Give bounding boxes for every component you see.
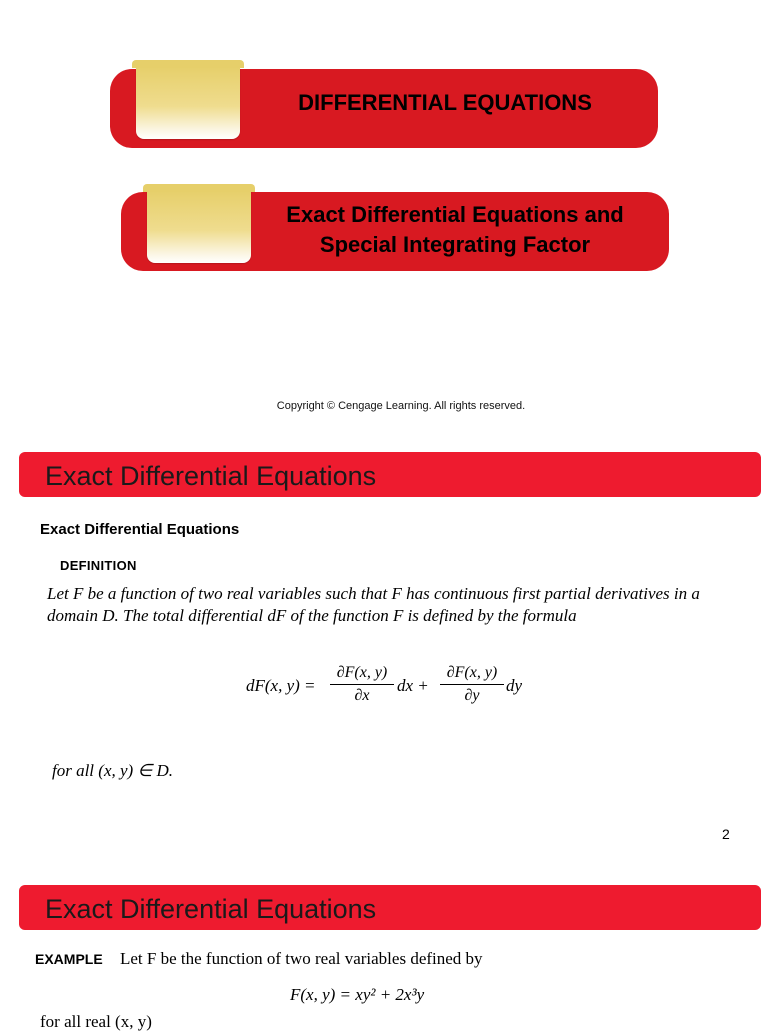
page-number: 2 [722,826,730,842]
cover-title: DIFFERENTIAL EQUATIONS [298,90,592,115]
example-text: Let F be the function of two real variables defined by [120,949,483,968]
slide3-header-title: Exact Differential Equations [45,894,377,924]
copyright-notice: Copyright © Cengage Learning. All rights reserved. [276,400,526,412]
fraction-dfdy-denominator: ∂y [464,687,480,704]
example-continuation: for all real (x, y) [40,1012,152,1031]
example-equation: F(x, y) = xy² + 2x³y [290,985,425,1004]
equation-dx-plus: dx + [397,676,429,695]
title-tab-decoration [136,66,240,139]
equation-dy: dy [506,676,523,695]
slide2-header-bar [19,452,761,497]
slide3-header-bar [19,885,761,930]
definition-text: Let F be a function of two real variables such that F has continuous first partial derivatives in a domain D. The total differential dF of the function F is defined by the formula [47,584,700,625]
fraction-dfdx-denominator: ∂x [354,687,370,704]
cover-subtitle-line1: Exact Differential Equations and [286,202,624,227]
fraction-dfdy-numerator: ∂F(x, y) [440,664,504,685]
cover-subtitle [250,200,660,260]
fraction-dfdx-numerator: ∂F(x, y) [330,664,394,685]
subtitle-tab-decoration [147,190,251,263]
equation-lhs: dF(x, y) = [246,676,316,695]
domain-condition: for all (x, y) ∈ D. [52,761,174,780]
slide2-header-title: Exact Differential Equations [45,461,377,491]
example-label: EXAMPLE [35,951,103,967]
fraction-dfdx [330,664,394,705]
section-heading: Exact Differential Equations [40,521,240,538]
definition-label: DEFINITION [60,558,137,573]
cover-subtitle-line2: Special Integrating Factor [319,232,591,257]
fraction-dfdy [440,664,504,705]
